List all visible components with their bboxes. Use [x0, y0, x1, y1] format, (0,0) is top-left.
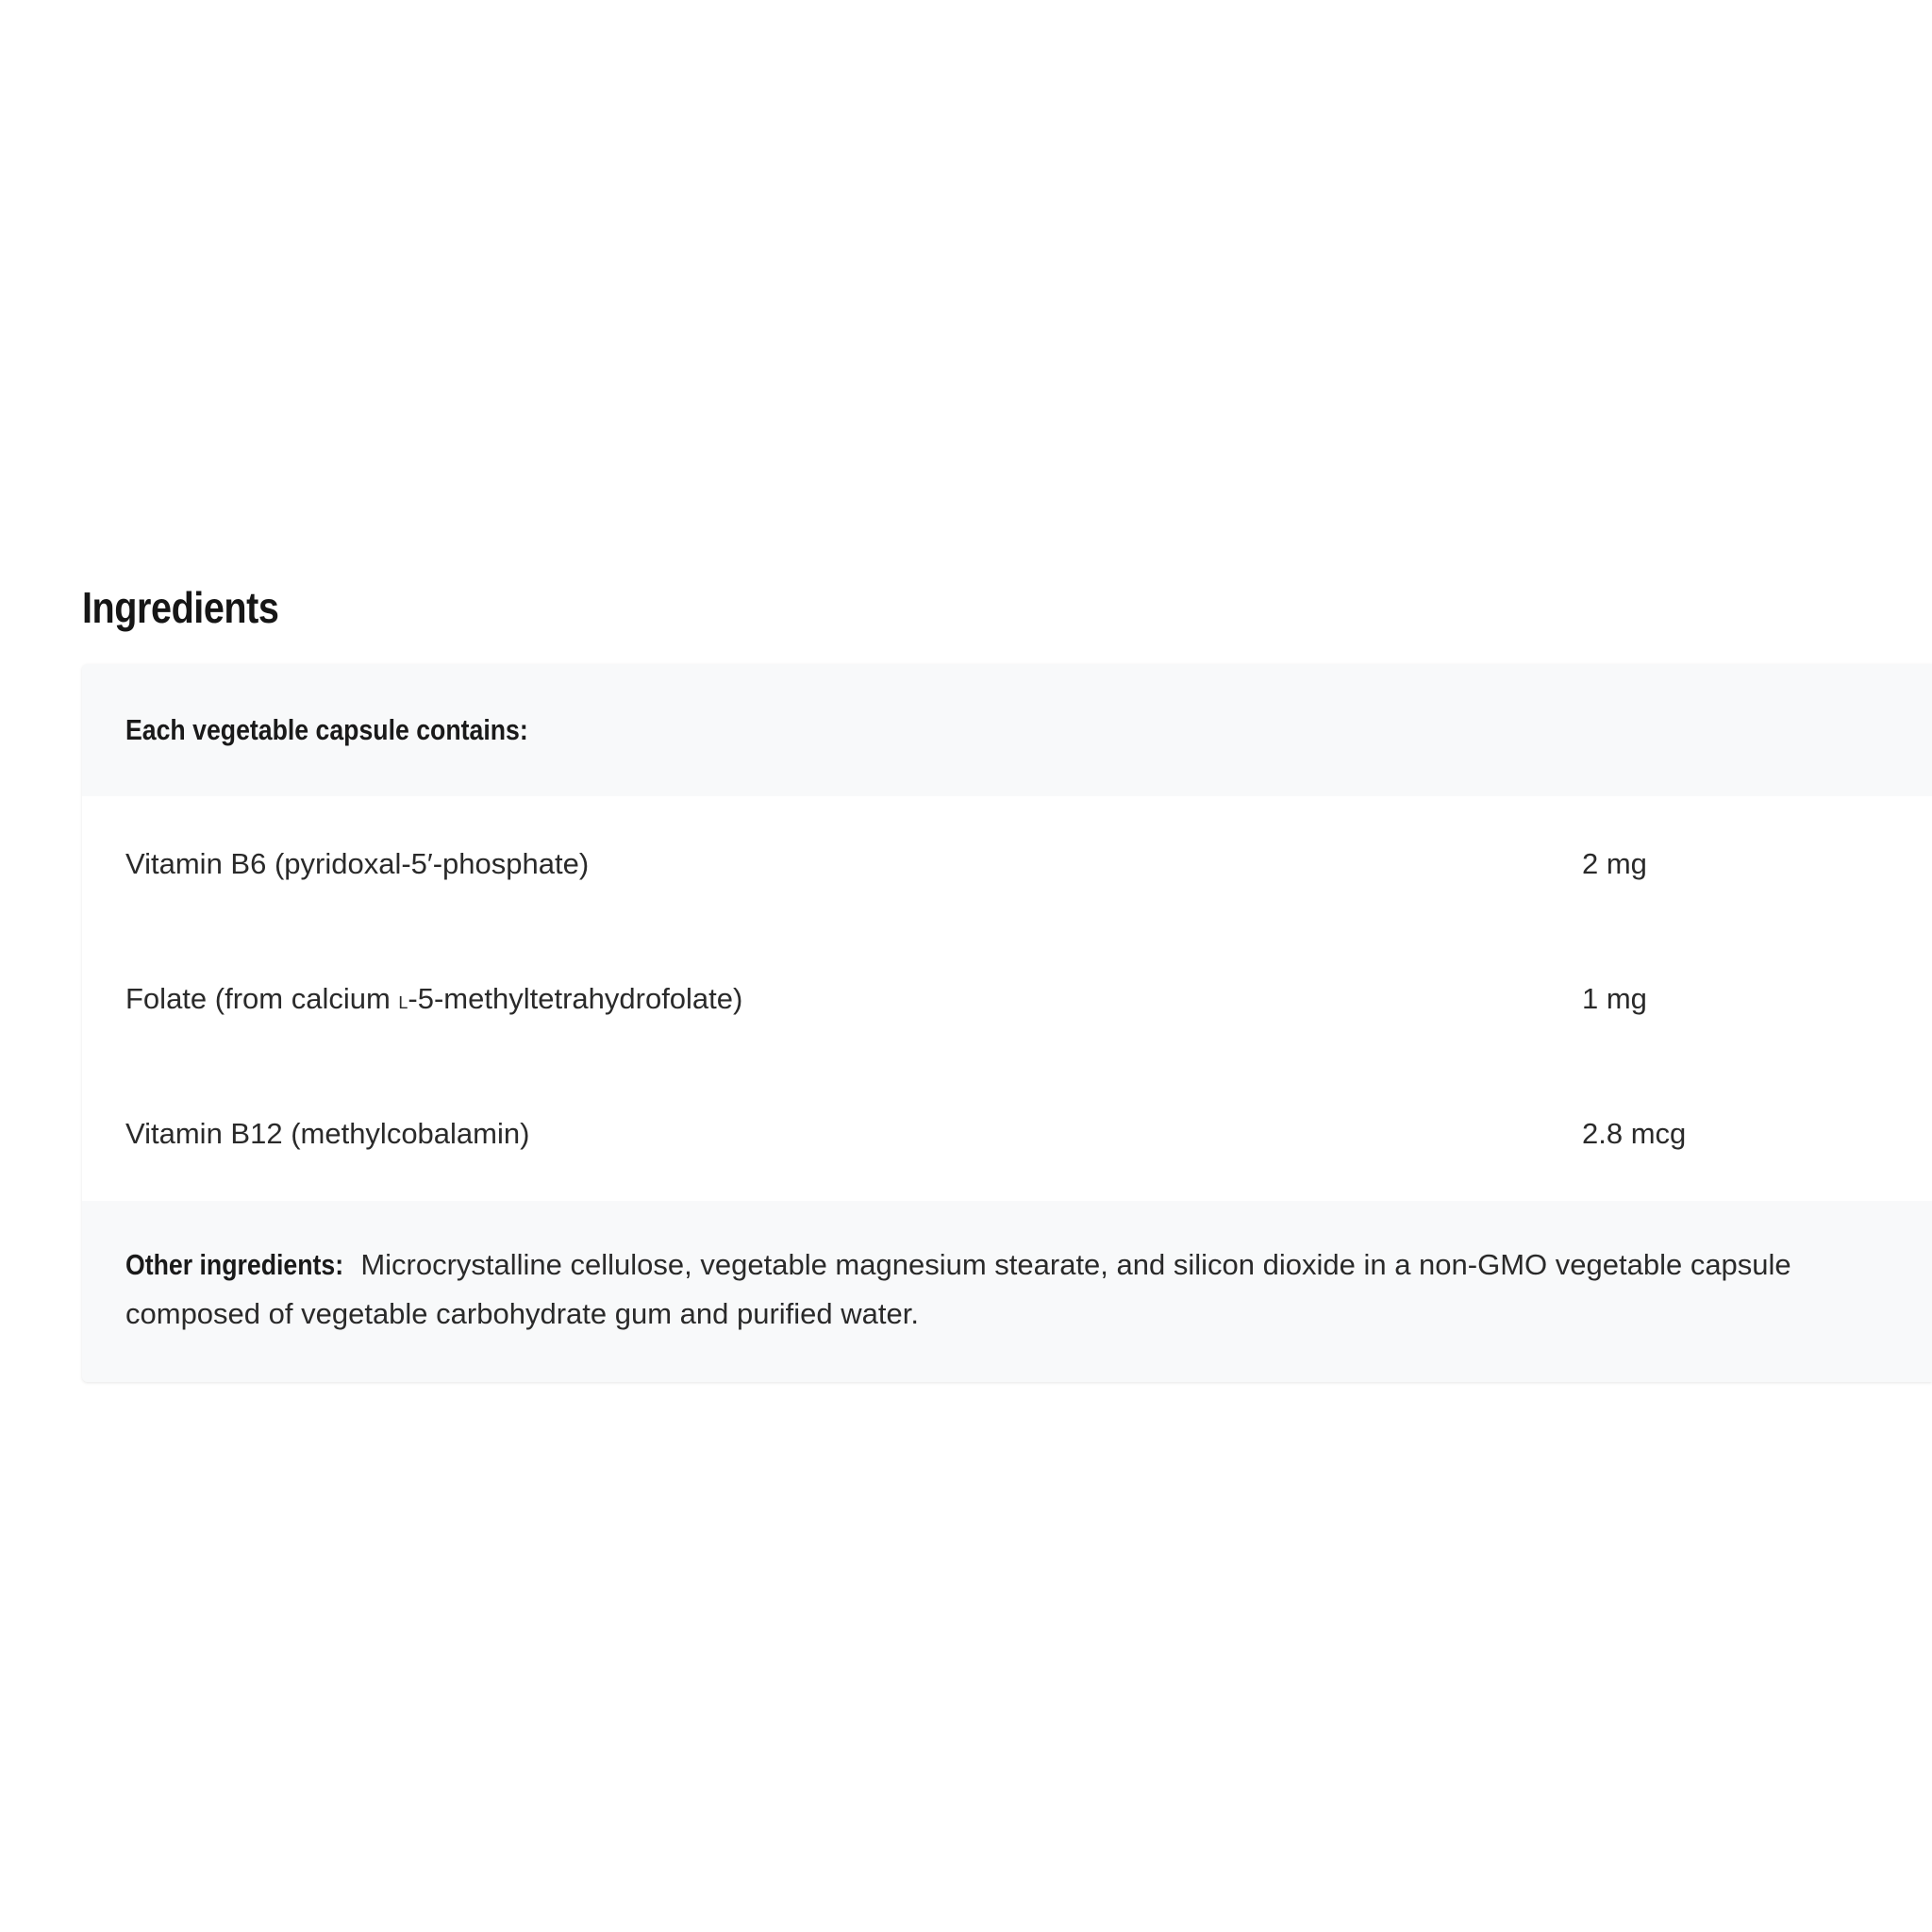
ingredient-amount: 2.8 mcg — [1582, 1116, 1687, 1150]
ingredient-name: Vitamin B6 (pyridoxal-5′-phosphate) — [125, 846, 590, 880]
table-header — [82, 664, 1932, 796]
ingredient-name: Vitamin B12 (methylcobalamin) — [125, 1116, 530, 1150]
table-row — [82, 931, 1932, 1066]
ingredient-name — [125, 982, 1582, 1016]
table-row — [82, 796, 1932, 931]
ingredient-amount: 1 mg — [1582, 981, 1647, 1015]
ingredient-name-part: -5-methyltetrahydrofolate) — [408, 981, 743, 1015]
section-title: Ingredients — [82, 583, 279, 632]
ingredient-name-part: Folate (from calcium — [125, 981, 399, 1015]
ingredient-name-smallcaps: l — [398, 987, 408, 1014]
other-ingredients-label: Other ingredients: — [125, 1248, 344, 1281]
other-ingredients-text: Microcrystalline cellulose, vegetable magnesium stearate, and silicon dioxide in a non-GMO vegetable capsule composed of vegetable carbohydrate gum and purified water. — [125, 1248, 1791, 1330]
table-header-text: Each vegetable capsule contains: — [125, 713, 528, 746]
ingredients-table — [82, 664, 1932, 1382]
ingredient-rows — [82, 796, 1932, 1201]
other-ingredients — [82, 1201, 1932, 1382]
ingredient-amount: 2 mg — [1582, 846, 1647, 880]
table-row — [82, 1066, 1932, 1201]
ingredients-section — [82, 577, 1932, 1330]
